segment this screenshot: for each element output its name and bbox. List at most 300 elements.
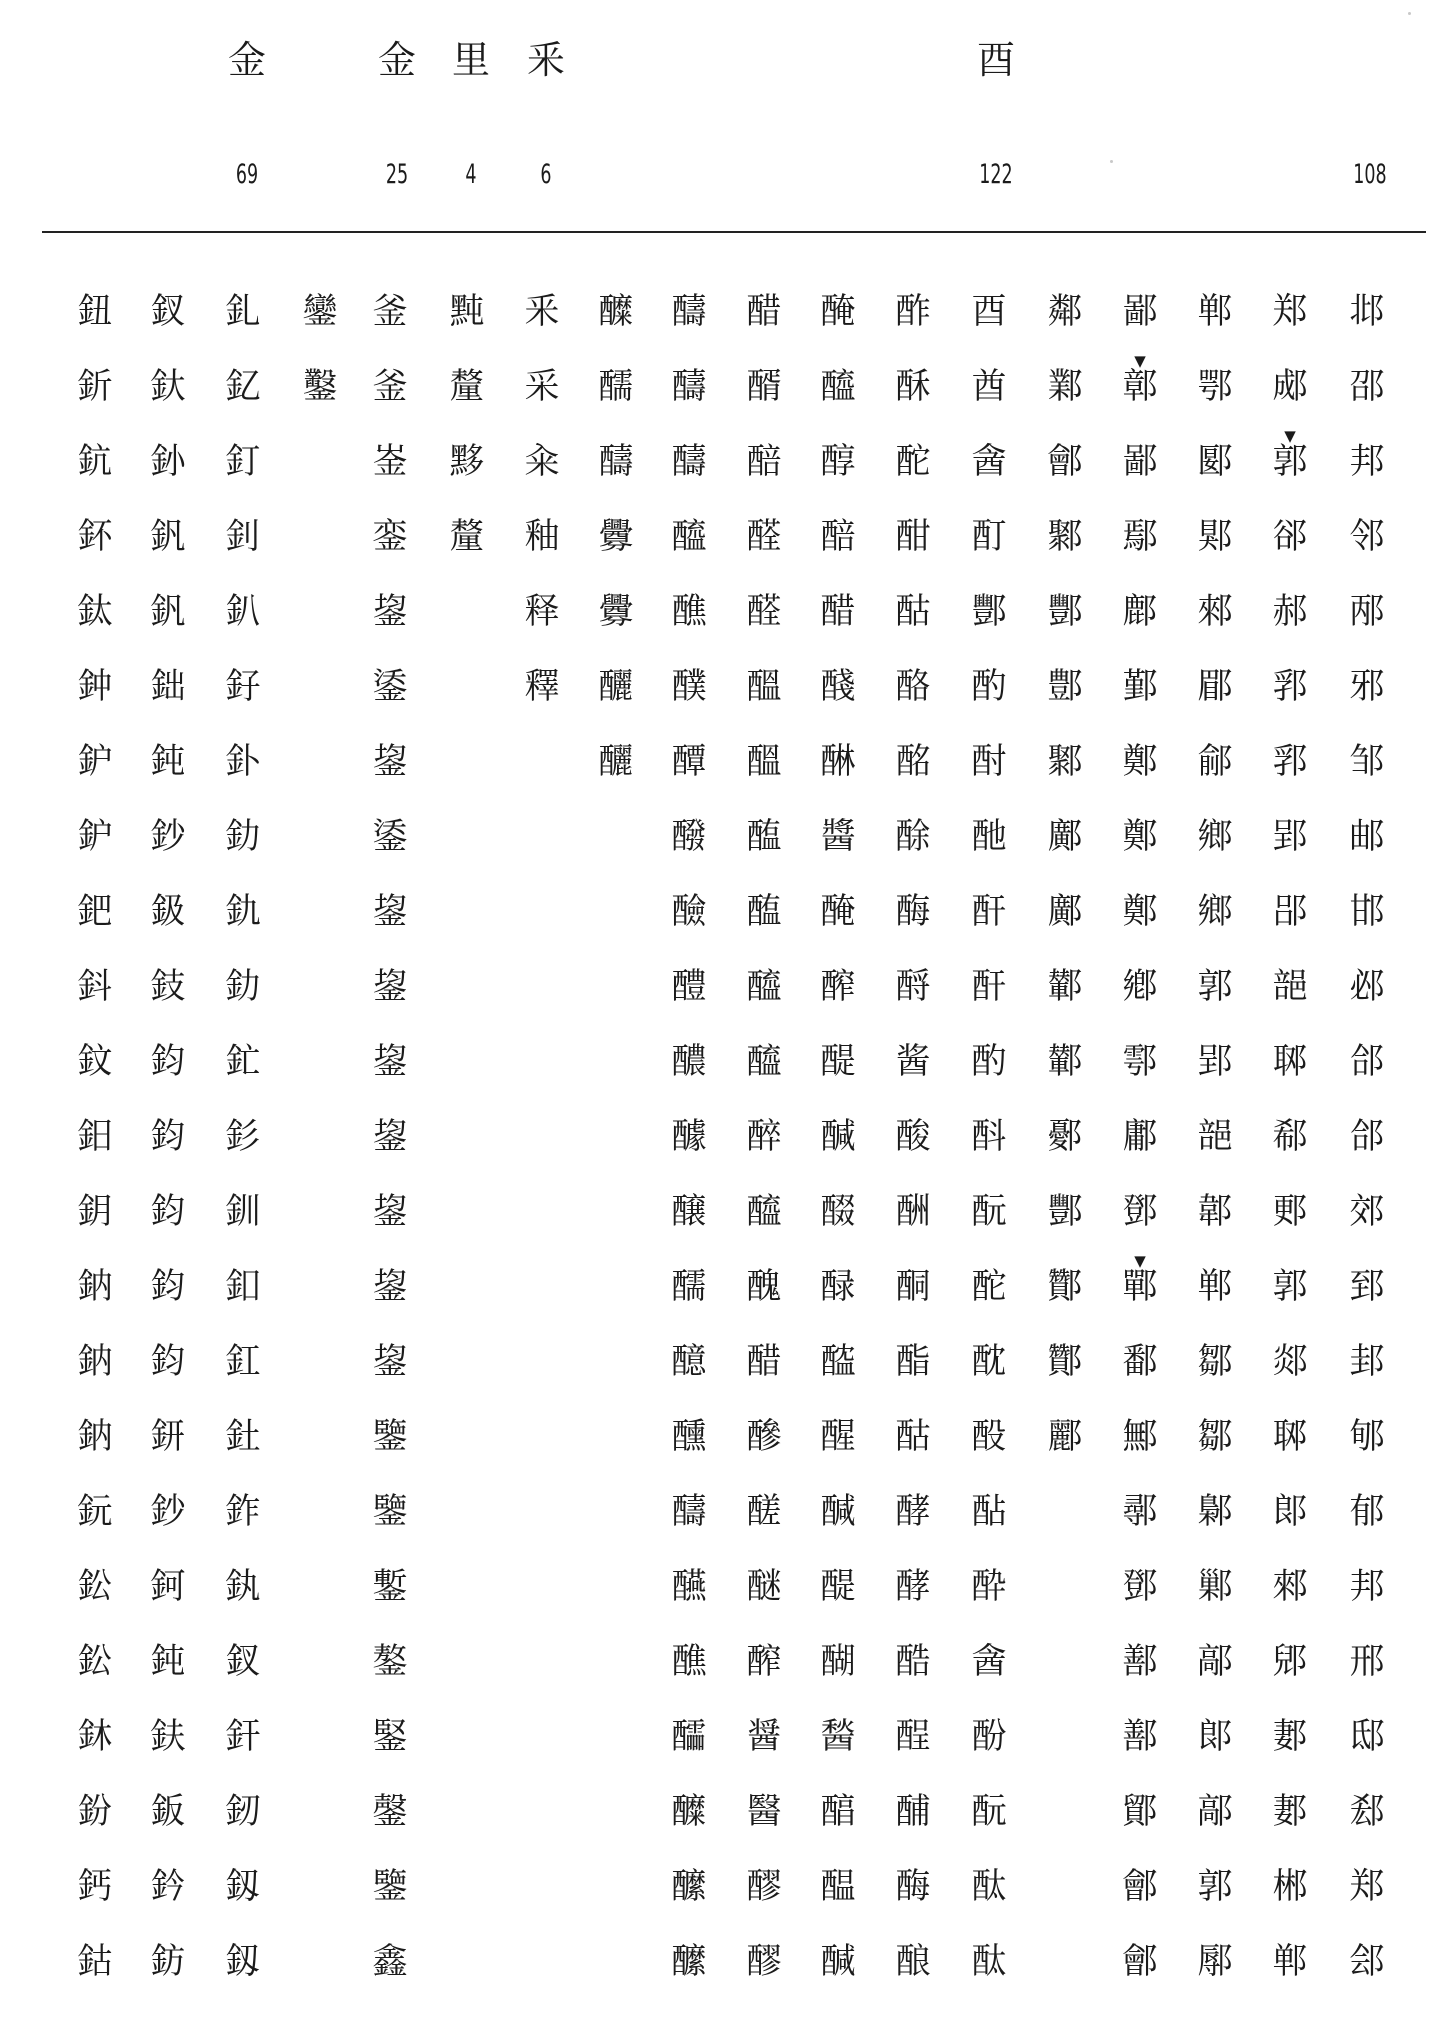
char-cell bbox=[512, 1487, 572, 1562]
char-cell: 釘 bbox=[225, 442, 261, 482]
char-cell: 郸 bbox=[1197, 292, 1233, 332]
char-cell: 醴 bbox=[671, 967, 707, 1007]
char-cell: 鄛 bbox=[1197, 1567, 1233, 1607]
radical-count: 108 bbox=[1353, 159, 1387, 190]
char-cell: 鄕 bbox=[1122, 967, 1158, 1007]
char-cell: 鈯 bbox=[150, 667, 186, 707]
char-cell: 酴 bbox=[895, 817, 931, 857]
char-cell bbox=[1035, 1637, 1095, 1712]
char-cell bbox=[512, 1712, 572, 1787]
char-cell: 釯 bbox=[225, 1042, 261, 1082]
char-cell: 釜 bbox=[372, 292, 408, 332]
char-column bbox=[512, 287, 572, 2012]
char-column bbox=[883, 287, 943, 2012]
char-cell bbox=[290, 1862, 350, 1937]
char-cell: 醫 bbox=[746, 1792, 782, 1832]
char-cell: 醷 bbox=[671, 1342, 707, 1382]
char-cell: 酎 bbox=[971, 742, 1007, 782]
char-cell: 郕 bbox=[1272, 367, 1308, 407]
char-cell: 郪 bbox=[1272, 1792, 1308, 1832]
char-cell: 釚 bbox=[225, 892, 261, 932]
char-cell: 酞 bbox=[971, 1942, 1007, 1982]
char-cell: 醽 bbox=[671, 1717, 707, 1757]
char-cell bbox=[290, 1262, 350, 1337]
char-cell: 鋆 bbox=[372, 592, 408, 632]
char-cell: 醻 bbox=[671, 1492, 707, 1532]
char-cell: 醔 bbox=[820, 1717, 856, 1757]
char-cell: 邪 bbox=[1349, 667, 1385, 707]
char-cell: 酆 bbox=[1047, 1192, 1083, 1232]
char-cell: 鄧 bbox=[1122, 1567, 1158, 1607]
char-cell bbox=[586, 1862, 646, 1937]
char-cell: 醹 bbox=[671, 1267, 707, 1307]
char-column bbox=[1337, 287, 1397, 2012]
char-cell: 鈞 bbox=[150, 1267, 186, 1307]
char-cell bbox=[512, 1337, 572, 1412]
char-cell: 酌 bbox=[971, 667, 1007, 707]
char-cell bbox=[290, 1112, 350, 1187]
char-cell: 郢 bbox=[1197, 1042, 1233, 1082]
char-cell: 釩 bbox=[150, 517, 186, 557]
char-cell: 鄺 bbox=[1047, 817, 1083, 857]
char-cell: 醒 bbox=[820, 1417, 856, 1457]
char-cell: 釨 bbox=[225, 667, 261, 707]
char-cell: 黗 bbox=[449, 292, 485, 332]
char-cell: 鋆 bbox=[372, 1042, 408, 1082]
char-cell: 酶 bbox=[895, 892, 931, 932]
char-cell bbox=[437, 1937, 497, 2012]
char-cell bbox=[512, 1562, 572, 1637]
char-cell: 鈢 bbox=[77, 1717, 113, 1757]
char-cell bbox=[290, 662, 350, 737]
char-column bbox=[808, 287, 868, 2012]
char-cell: 邻 bbox=[1349, 517, 1385, 557]
char-cell: 鈨 bbox=[77, 1492, 113, 1532]
char-cell bbox=[586, 1937, 646, 2012]
char-cell: 酷 bbox=[895, 1642, 931, 1682]
char-cell: 邲 bbox=[1349, 967, 1385, 1007]
char-cell: 鄻 bbox=[1047, 1042, 1083, 1082]
char-cell bbox=[512, 1412, 572, 1487]
char-cell: 醾 bbox=[671, 1792, 707, 1832]
char-cell: 鈄 bbox=[77, 967, 113, 1007]
char-cell: 酱 bbox=[895, 1042, 931, 1082]
char-column bbox=[1260, 287, 1320, 2012]
char-cell: 酐 bbox=[971, 967, 1007, 1007]
char-cell: 醰 bbox=[671, 742, 707, 782]
char-column bbox=[1185, 287, 1245, 2012]
char-cell bbox=[437, 1487, 497, 1562]
char-cell bbox=[290, 437, 350, 512]
char-column bbox=[360, 287, 420, 2012]
char-cell bbox=[437, 1112, 497, 1187]
char-cell: 釿 bbox=[77, 367, 113, 407]
char-cell: 醞 bbox=[746, 742, 782, 782]
char-cell: 郾 bbox=[1197, 442, 1233, 482]
char-cell bbox=[437, 1712, 497, 1787]
char-cell: 釛 bbox=[225, 817, 261, 857]
char-cell bbox=[437, 812, 497, 887]
char-cell: 郘 bbox=[1272, 892, 1308, 932]
char-cell: 鄱 bbox=[1122, 1342, 1158, 1382]
char-cell: 郶 bbox=[1272, 967, 1308, 1007]
char-cell: 釩 bbox=[150, 592, 186, 632]
char-cell: 醯 bbox=[671, 517, 707, 557]
char-cell: 鏊 bbox=[372, 1642, 408, 1682]
char-cell: 鈡 bbox=[77, 667, 113, 707]
radical-count: 4 bbox=[465, 159, 477, 190]
char-cell: 鄉 bbox=[1197, 817, 1233, 857]
char-cell: 釻 bbox=[225, 1567, 261, 1607]
char-cell: 邶 bbox=[1349, 292, 1385, 332]
char-cell: 鈔 bbox=[150, 817, 186, 857]
char-cell: 邸 bbox=[1349, 1717, 1385, 1757]
char-cell: 郰 bbox=[1272, 1042, 1308, 1082]
char-cell: 鋆 bbox=[372, 1117, 408, 1157]
char-cell: 酌 bbox=[971, 1042, 1007, 1082]
char-cell: 酺 bbox=[895, 1792, 931, 1832]
char-cell: 鄺 bbox=[1047, 892, 1083, 932]
char-cell: 鈘 bbox=[150, 967, 186, 1007]
char-cell: 鈧 bbox=[77, 442, 113, 482]
char-cell: 邢 bbox=[1349, 1642, 1385, 1682]
char-cell bbox=[586, 1037, 646, 1112]
char-cell: 釓 bbox=[225, 292, 261, 332]
char-cell bbox=[586, 1787, 646, 1862]
char-cell: 鈑 bbox=[150, 1792, 186, 1832]
char-cell: 鄡 bbox=[1197, 1492, 1233, 1532]
char-cell: 鈀 bbox=[77, 892, 113, 932]
char-cell: 酓 bbox=[971, 1642, 1007, 1682]
char-cell bbox=[437, 1562, 497, 1637]
char-cell: 鈁 bbox=[150, 1942, 186, 1982]
char-cell: 郑 bbox=[1272, 292, 1308, 332]
char-cell: 醢 bbox=[746, 817, 782, 857]
radical-char: 里 bbox=[451, 38, 491, 82]
char-cell bbox=[1035, 1787, 1095, 1862]
char-cell: 酯 bbox=[895, 1342, 931, 1382]
char-cell: 鈉 bbox=[77, 1417, 113, 1457]
char-cell: 醍 bbox=[820, 1042, 856, 1082]
char-cell: 鋆 bbox=[372, 967, 408, 1007]
char-cell bbox=[586, 1487, 646, 1562]
char-cell: 醎 bbox=[820, 1492, 856, 1532]
char-cell: 鑾 bbox=[302, 292, 338, 332]
char-cell: 醓 bbox=[820, 1342, 856, 1382]
char-cell: 酖 bbox=[971, 1342, 1007, 1382]
char-cell bbox=[290, 962, 350, 1037]
char-cell: 醪 bbox=[746, 1942, 782, 1982]
char-cell: 釼 bbox=[225, 1942, 261, 1982]
char-cell: 醦 bbox=[746, 1417, 782, 1457]
char-cell: 醯 bbox=[820, 367, 856, 407]
char-cell: 醐 bbox=[820, 1642, 856, 1682]
char-cell: 鄣 ▼ bbox=[1122, 352, 1158, 407]
char-cell: 醃 bbox=[820, 892, 856, 932]
char-cell: 鑒 bbox=[372, 1867, 408, 1907]
char-cell bbox=[586, 1187, 646, 1262]
char-cell: 鄰 bbox=[1047, 292, 1083, 332]
char-cell: 鄙 bbox=[1122, 442, 1158, 482]
char-cell: 鈫 bbox=[77, 1042, 113, 1082]
char-cell: 酉 bbox=[971, 292, 1007, 332]
char-cell: 酸 bbox=[895, 1117, 931, 1157]
char-cell: 鈖 bbox=[77, 1792, 113, 1832]
char-cell: 郇 bbox=[1349, 1417, 1385, 1457]
char-cell: 鈉 bbox=[77, 1342, 113, 1382]
char-cell: 醎 bbox=[820, 1117, 856, 1157]
char-cell: 鄏 bbox=[1197, 1942, 1233, 1982]
char-cell: 郗 bbox=[1272, 1117, 1308, 1157]
char-column bbox=[65, 287, 125, 2012]
char-cell: 釐 bbox=[449, 367, 485, 407]
char-cell bbox=[512, 737, 572, 812]
char-cell: 釵 bbox=[225, 1642, 261, 1682]
char-cell: 鄷 bbox=[1047, 667, 1083, 707]
char-cell: 鈕 bbox=[77, 292, 113, 332]
char-cell: 鈞 bbox=[150, 1192, 186, 1232]
char-cell: 郴 bbox=[1272, 1867, 1308, 1907]
char-cell: 酟 bbox=[971, 1492, 1007, 1532]
char-cell: 鈇 bbox=[150, 1717, 186, 1757]
char-cell bbox=[437, 1637, 497, 1712]
char-cell bbox=[512, 1187, 572, 1262]
char-cell: 酪 bbox=[895, 667, 931, 707]
char-cell: 酆 bbox=[1047, 592, 1083, 632]
char-cell: 鄘 bbox=[1122, 1117, 1158, 1157]
char-cell: 酢 bbox=[895, 292, 931, 332]
char-cell: 酏 bbox=[971, 817, 1007, 857]
char-cell: 釷 bbox=[225, 1417, 261, 1457]
char-cell: 鈉 bbox=[77, 1267, 113, 1307]
char-cell: 郲 bbox=[1272, 1567, 1308, 1607]
char-cell: 郳 bbox=[1272, 1642, 1308, 1682]
char-cell: 醅 bbox=[820, 517, 856, 557]
char-cell: 釗 bbox=[225, 517, 261, 557]
char-column bbox=[1035, 287, 1095, 2012]
char-cell: 郃 bbox=[1349, 1117, 1385, 1157]
char-cell: 郿 bbox=[1197, 667, 1233, 707]
radical-count: 25 bbox=[385, 159, 409, 190]
char-cell: 崟 bbox=[372, 442, 408, 482]
char-cell: 醱 bbox=[671, 817, 707, 857]
char-cell: 鄮 bbox=[1122, 1792, 1158, 1832]
entry-marker: ▼ bbox=[1284, 427, 1296, 445]
scan-speck bbox=[1110, 160, 1113, 163]
char-cell: 醛 bbox=[746, 592, 782, 632]
char-cell: 鄯 bbox=[1122, 1717, 1158, 1757]
char-cell: 釭 bbox=[225, 1342, 261, 1382]
char-cell: 醯 bbox=[746, 967, 782, 1007]
char-cell: 邹 bbox=[1349, 742, 1385, 782]
char-cell: 鈩 bbox=[77, 742, 113, 782]
char-cell: 郛 bbox=[1272, 742, 1308, 782]
char-cell: 酘 bbox=[971, 1417, 1007, 1457]
char-cell: 醾 bbox=[598, 292, 634, 332]
char-cell: 醭 bbox=[671, 667, 707, 707]
char-cell: 黟 bbox=[449, 442, 485, 482]
char-cell: 郲 bbox=[1197, 592, 1233, 632]
char-cell: 醊 bbox=[820, 1192, 856, 1232]
char-cell: 郰 bbox=[1272, 1417, 1308, 1457]
char-cell: 酡 bbox=[895, 442, 931, 482]
char-cell bbox=[437, 1412, 497, 1487]
radical-count: 122 bbox=[979, 159, 1013, 190]
entry-marker: ▼ bbox=[1134, 1252, 1146, 1270]
char-cell: 鈩 bbox=[77, 817, 113, 857]
char-cell: 鋆 bbox=[372, 1342, 408, 1382]
char-cell: 釦 bbox=[225, 1267, 261, 1307]
char-cell: 鑿 bbox=[302, 367, 338, 407]
char-cell: 釜 bbox=[372, 367, 408, 407]
char-cell: 鄧 bbox=[1122, 1192, 1158, 1232]
entry-marker: ▼ bbox=[1134, 352, 1146, 370]
char-cell: 鄹 bbox=[1047, 517, 1083, 557]
char-cell: 醪 bbox=[746, 1867, 782, 1907]
char-cell: 鑒 bbox=[372, 1492, 408, 1532]
char-cell: 鈍 bbox=[150, 742, 186, 782]
char-cell bbox=[290, 1712, 350, 1787]
char-cell: 鋆 bbox=[372, 1192, 408, 1232]
char-cell: 鏨 bbox=[372, 1567, 408, 1607]
char-cell: 酋 bbox=[971, 367, 1007, 407]
char-cell: 醕 bbox=[820, 1792, 856, 1832]
char-column bbox=[734, 287, 794, 2012]
char-cell: 鈈 bbox=[77, 517, 113, 557]
char-cell: 郭 bbox=[1197, 1867, 1233, 1907]
char-cell: 郹 bbox=[1197, 517, 1233, 557]
char-cell: 释 bbox=[524, 592, 560, 632]
char-cell: 鄶 bbox=[1047, 442, 1083, 482]
char-cell bbox=[290, 1637, 350, 1712]
char-column bbox=[437, 287, 497, 2012]
char-cell bbox=[437, 887, 497, 962]
char-cell: 郼 bbox=[1197, 1192, 1233, 1232]
char-cell: 鋈 bbox=[372, 667, 408, 707]
char-cell: 酔 bbox=[971, 1567, 1007, 1607]
char-cell: 邮 bbox=[1349, 817, 1385, 857]
char-cell: 釤 bbox=[225, 1117, 261, 1157]
char-cell: 鄶 bbox=[1122, 1867, 1158, 1907]
char-cell: 鈼 bbox=[225, 1492, 261, 1532]
char-cell: 醻 bbox=[671, 442, 707, 482]
char-cell: 鄒 bbox=[1197, 1342, 1233, 1382]
char-cell: 鄜 bbox=[1122, 592, 1158, 632]
char-cell: 鄦 bbox=[1122, 1417, 1158, 1457]
char-cell bbox=[290, 812, 350, 887]
char-cell: 釵 bbox=[150, 292, 186, 332]
char-cell: 釁 bbox=[598, 517, 634, 557]
char-cell: 酹 bbox=[895, 967, 931, 1007]
char-cell: 酥 bbox=[895, 367, 931, 407]
char-cell: 邵 bbox=[1349, 367, 1385, 407]
char-cell: 鄩 bbox=[1122, 1492, 1158, 1532]
char-cell bbox=[290, 512, 350, 587]
char-cell: 酊 bbox=[971, 517, 1007, 557]
char-cell bbox=[586, 1637, 646, 1712]
char-cell: 鈞 bbox=[150, 1342, 186, 1382]
char-cell: 酲 bbox=[895, 1717, 931, 1757]
char-cell: 銮 bbox=[372, 517, 408, 557]
char-cell: 醛 bbox=[746, 517, 782, 557]
char-cell: 籴 bbox=[524, 442, 560, 482]
char-cell: 鄭 bbox=[1122, 892, 1158, 932]
char-cell: 酤 bbox=[895, 1417, 931, 1457]
char-cell bbox=[1035, 1937, 1095, 2012]
char-cell: 醵 bbox=[671, 1117, 707, 1157]
char-cell: 邯 bbox=[1349, 892, 1385, 932]
char-cell bbox=[512, 1037, 572, 1112]
char-cell bbox=[290, 1187, 350, 1262]
char-cell: 鈆 bbox=[77, 1567, 113, 1607]
char-cell bbox=[512, 1937, 572, 2012]
char-cell bbox=[512, 1787, 572, 1862]
char-cell: 醹 bbox=[598, 367, 634, 407]
char-cell: 酓 bbox=[971, 442, 1007, 482]
char-cell bbox=[437, 1862, 497, 1937]
char-cell bbox=[586, 812, 646, 887]
char-cell: 酤 bbox=[895, 592, 931, 632]
char-cell bbox=[437, 1262, 497, 1337]
char-cell: 邦 bbox=[1349, 1567, 1385, 1607]
char-cell: 酵 bbox=[895, 1567, 931, 1607]
char-cell: 釐 bbox=[449, 517, 485, 557]
char-cell: 酚 bbox=[971, 1717, 1007, 1757]
char-cell: 郭 bbox=[1197, 967, 1233, 1007]
char-cell: 酐 bbox=[971, 892, 1007, 932]
char-cell: 醇 bbox=[820, 442, 856, 482]
char-cell: 醻 bbox=[671, 367, 707, 407]
char-cell bbox=[290, 1937, 350, 2012]
char-cell: 釉 bbox=[524, 517, 560, 557]
char-cell: 釔 bbox=[225, 367, 261, 407]
char-cell bbox=[586, 1262, 646, 1337]
char-cell: 釱 bbox=[150, 367, 186, 407]
char-cell: 酿 bbox=[895, 1942, 931, 1982]
char-cell: 鄙 bbox=[1122, 292, 1158, 332]
char-cell bbox=[437, 1787, 497, 1862]
char-cell: 鋆 bbox=[372, 742, 408, 782]
char-cell: 酩 bbox=[895, 742, 931, 782]
char-cell bbox=[512, 887, 572, 962]
char-cell: 醢 bbox=[746, 892, 782, 932]
char-cell: 鄯 bbox=[1122, 1642, 1158, 1682]
char-cell: 酬 bbox=[895, 1192, 931, 1232]
char-column bbox=[586, 287, 646, 2012]
char-cell: 鄗 bbox=[1197, 1642, 1233, 1682]
char-cell: 酡 bbox=[971, 1267, 1007, 1307]
char-cell: 郊 bbox=[1349, 1192, 1385, 1232]
char-cell bbox=[586, 1412, 646, 1487]
char-cell: 鄢 bbox=[1122, 517, 1158, 557]
char-cell: 醑 bbox=[746, 367, 782, 407]
char-cell: 郄 bbox=[1349, 1792, 1385, 1832]
char-cell: 醋 bbox=[746, 292, 782, 332]
char-cell: 郯 bbox=[1272, 1342, 1308, 1382]
char-column bbox=[1110, 287, 1170, 2012]
char-cell: 釁 bbox=[598, 592, 634, 632]
char-cell bbox=[437, 737, 497, 812]
char-cell: 醋 bbox=[746, 1342, 782, 1382]
char-cell bbox=[290, 887, 350, 962]
char-cell: 鈍 bbox=[150, 1642, 186, 1682]
char-cell: 醲 bbox=[671, 1042, 707, 1082]
radical-char: 金 bbox=[227, 38, 267, 82]
char-cell: 郑 bbox=[1349, 1867, 1385, 1907]
char-cell: 酇 bbox=[1047, 1342, 1083, 1382]
char-cell: 釼 bbox=[225, 1867, 261, 1907]
char-cell: 醻 bbox=[598, 442, 634, 482]
